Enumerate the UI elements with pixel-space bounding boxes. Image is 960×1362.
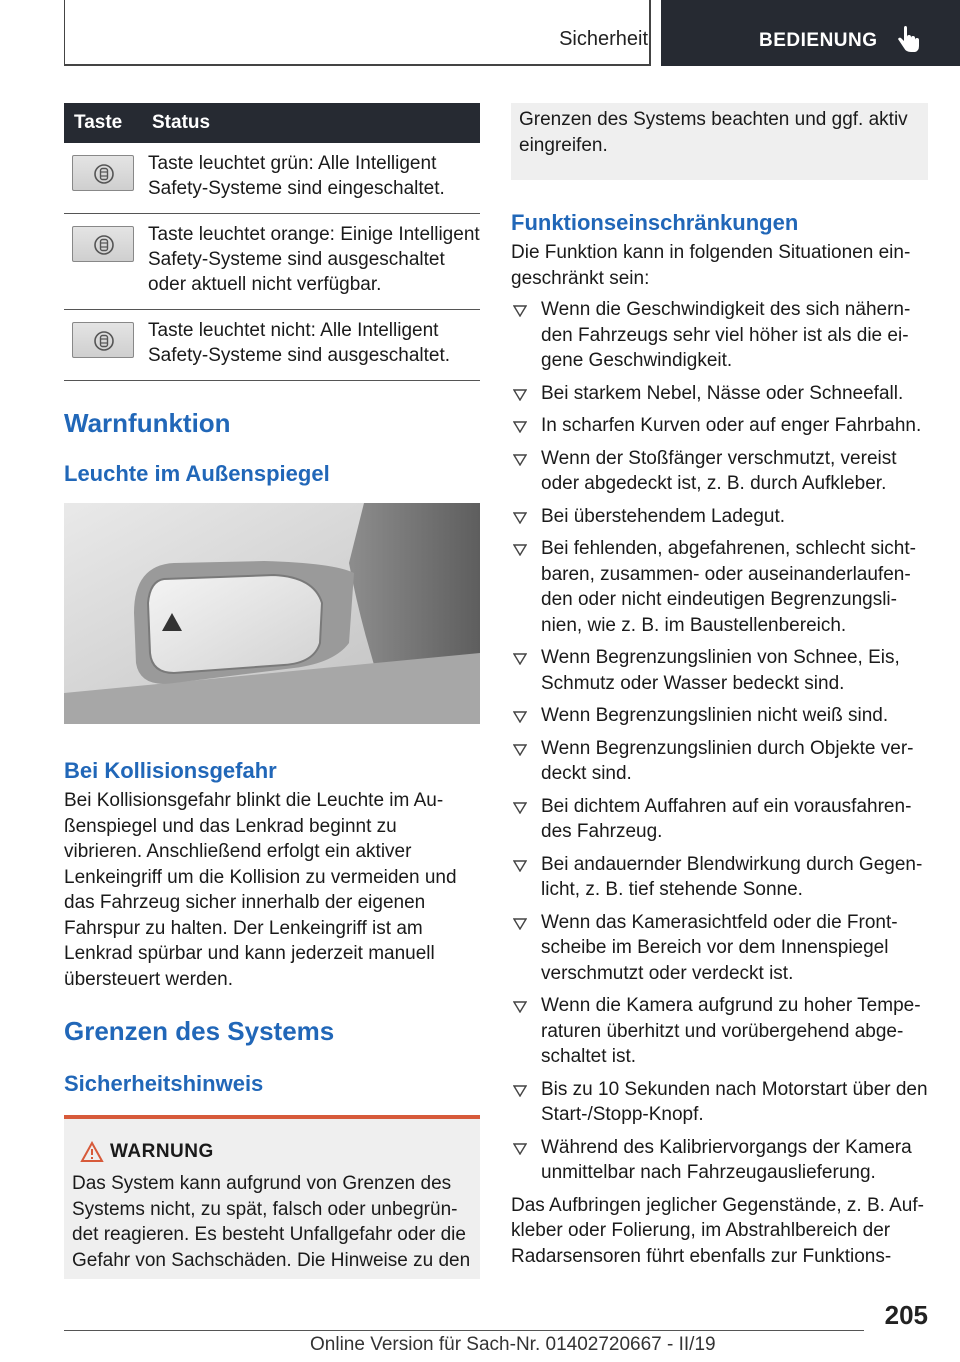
header-chapter-tab [661,0,960,66]
list-item-text: Bei dichtem Auffahren auf ein vorausfahrendes Fahrzeug. [541,795,912,842]
list-item [511,645,928,696]
triangle-bullet-icon [513,454,527,466]
list-item [511,852,928,903]
table-header-status: Status [152,112,211,133]
list-item [511,297,928,374]
list-item [511,381,928,407]
list-item [511,446,928,497]
list-item-text: Bei andauernder Blendwirkung durch Gegenlicht, z. B. tief stehende Sonne. [541,853,923,900]
table-header-key: Taste [74,112,123,133]
safety-button-off-icon [72,322,134,358]
left-column [64,103,480,1279]
safety-button-green-icon [72,155,134,191]
header-bottom-rule [64,64,650,66]
list-item-text: Bis zu 10 Sekunden nach Motorstart über den Start-/Stopp-Knopf. [541,1078,928,1125]
table-header-row [64,103,480,143]
list-item-text: Bei überstehendem Ladegut. [541,505,786,527]
warning-text: Das System kann aufgrund von Grenzen des Systems nicht, zu spät, falsch oder unbegründet reagieren. Es besteht Unfallgefahr oder die Gefahr von Sachschäden. Die Hinweise zu den [72,1173,471,1271]
footer-rule [64,1330,864,1331]
triangle-bullet-icon [513,389,527,401]
header-separator [649,0,651,66]
triangle-bullet-icon [513,918,527,930]
list-item-text: Wenn Begrenzungslinien von Schnee, Eis, Schmutz oder Wasser bedeckt sind. [541,647,900,694]
car-safety-icon [93,329,115,353]
list-item [511,1077,928,1128]
list-item [511,703,928,729]
header-left-rule [64,0,65,66]
table-cell-key [64,310,144,381]
list-item-text: Wenn das Kamerasichtfeld oder die Frontscheibe im Bereich vor dem Innenspiegel verschmutzt oder verdeckt ist. [541,911,898,984]
warning-title: WARNUNG [110,1141,214,1162]
car-safety-icon [93,233,115,257]
heading-warnfunktion: Warnfunktion [64,408,231,438]
list-item-text: Während des Kalibriervorgangs der Kamera unmittelbar nach Fahrzeugauslieferung. [541,1136,912,1183]
warning-box-continuation [511,103,928,180]
triangle-bullet-icon [513,744,527,756]
header-section-title: Sicherheit [559,28,648,50]
safety-button-orange-icon [72,226,134,262]
list-item-text: In scharfen Kurven oder auf enger Fahrbahn. [541,415,922,436]
triangle-bullet-icon [513,1001,527,1013]
heading-leuchte: Leuchte im Außenspiegel [64,461,330,486]
car-safety-icon [93,162,115,186]
status-table [64,103,480,381]
list-item-text: Bei starkem Nebel, Nässe oder Schneefall. [541,382,904,404]
triangle-bullet-icon [513,512,527,524]
chapter-tab-label: BEDIENUNG [759,30,878,51]
heading-kollision: Bei Kollisionsgefahr [64,758,277,783]
triangle-bullet-icon [513,421,527,433]
triangle-bullet-icon [513,653,527,665]
list-item [511,536,928,638]
right-column [511,103,928,1269]
list-item-text: Wenn Begrenzungslinien durch Objekte verdeckt sind. [541,737,914,784]
list-item-text: Wenn der Stoßfänger verschmutzt, vereist oder abgedeckt ist, z. B. durch Aufkleber. [541,447,897,494]
triangle-bullet-icon [513,711,527,723]
heading-grenzen: Grenzen des Systems [64,1016,335,1046]
paragraph-end: Das Aufbringen jeglicher Gegenstände, z. B. Aufkleber oder Folierung, im Abstrahlbereich der Radarsensoren führt ebenfalls zur Funktions- [511,1194,924,1267]
triangle-bullet-icon [513,802,527,814]
warning-triangle-icon [80,1141,104,1163]
list-item [511,910,928,987]
list-item-text: Wenn Begrenzungslinien nicht weiß sind. [541,705,889,726]
side-mirror-illustration [64,503,480,724]
list-item [511,504,928,530]
mirror-photo [64,503,480,724]
limitations-list [511,297,928,1186]
list-item [511,413,928,439]
page-number: 205 [884,1300,928,1330]
list-item-text: Wenn die Kamera aufgrund zu hoher Temperaturen überhitzt und vorübergehend abgeschaltet ist. [541,995,921,1067]
paragraph-kollision: Bei Kollisionsgefahr blinkt die Leuchte im Außenspiegel und das Lenkrad beginnt zu vibrieren. Anschließend erfolgt ein aktiver Lenkeingriff um die Kollision zu vermeiden und das Fahrzeug sicher innerhalb der eigenen Fahrspur zu halten. Der Lenkeingriff ist am Lenkrad spürbar und kann jederzeit manuell übersteuert werden. [64,790,457,990]
heading-sicherheitshinweis: Sicherheitshinweis [64,1071,264,1096]
list-item [511,736,928,787]
list-item-text: Wenn die Geschwindigkeit des sich nähernden Fahrzeugs sehr viel höher ist als die eigene Geschwindigkeit. [541,299,911,371]
list-item [511,993,928,1070]
footer-online-version: Online Version für Sach-Nr. 01402720667 - II/19 [310,1334,716,1355]
triangle-bullet-icon [513,544,527,556]
triangle-bullet-icon [513,1143,527,1155]
table-row [64,214,480,310]
paragraph-intro: Die Funktion kann in folgenden Situationen eingeschränkt sein: [511,242,911,289]
warning-box [64,1115,480,1279]
list-item [511,1135,928,1186]
table-row [64,143,480,214]
warning-continuation-text: Grenzen des Systems beachten und ggf. aktiv eingreifen. [519,109,908,156]
list-item-text: Bei fehlenden, abgefahrenen, schlecht sichtbaren, zusammen- oder auseinanderlaufenden oder nicht eindeutigen Begrenzungslinien, wie z. B. im Baustellenbereich. [541,538,916,636]
list-item [511,794,928,845]
table-cell-status: Taste leuchtet grün: Alle Intelligent Safety-Systeme sind eingeschaltet. [144,143,480,214]
pointing-hand-icon [895,26,921,54]
triangle-bullet-icon [513,860,527,872]
table-cell-status: Taste leuchtet nicht: Alle Intelligent Safety-Systeme sind ausgeschaltet. [144,310,480,381]
heading-funktionseinschraenkungen: Funktionseinschränkungen [511,210,799,235]
triangle-bullet-icon [513,1085,527,1097]
page-header [0,0,960,66]
table-row [64,310,480,381]
triangle-bullet-icon [513,305,527,317]
table-cell-key [64,214,144,310]
table-cell-status: Taste leuchtet orange: Einige Intelligent Safety-Systeme sind ausgeschaltet oder aktuell nicht verfügbar. [144,214,480,310]
table-cell-key [64,143,144,214]
